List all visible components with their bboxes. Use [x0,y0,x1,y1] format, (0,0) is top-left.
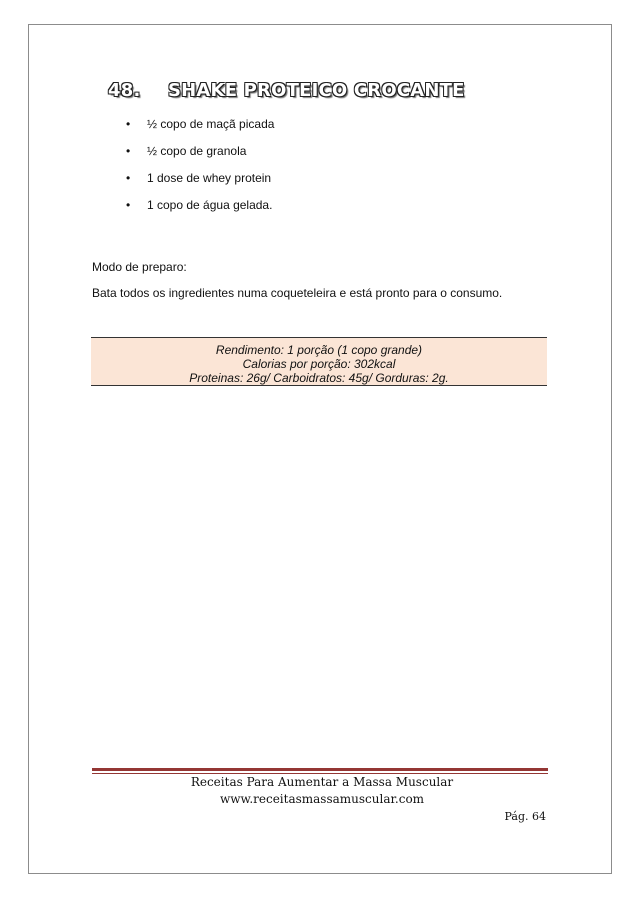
macros-text: Proteinas: 26g/ Carboidratos: 45g/ Gorduras: 2g. [189,371,449,385]
ingredient-text: ½ copo de maçã picada [147,117,275,131]
recipe-heading [108,80,465,101]
footer-divider [92,768,548,771]
list-item [126,144,274,171]
list-item [126,198,274,225]
bullet-icon: • [126,198,131,212]
yield-text: Rendimento: 1 porção (1 copo grande) [215,343,423,357]
prep-label: Modo de preparo: [92,260,187,274]
list-item [126,117,274,144]
calories-text: Calorias por porção: 302kcal [242,357,396,371]
prep-instructions: Bata todos os ingredientes numa coqueteleira e está pronto para o consumo. [92,286,503,300]
page-number: Pág. 64 [504,810,546,823]
page-border [28,24,612,874]
footer [92,774,548,808]
recipe-number: 48. [108,80,141,101]
nutrition-box [91,337,547,386]
ingredient-text: 1 copo de água gelada. [147,198,273,212]
footer-website: www.receitasmassamuscular.com [219,792,425,806]
ingredient-text: 1 dose de whey protein [147,171,272,185]
bullet-icon: • [126,144,131,158]
bullet-icon: • [126,117,131,131]
recipe-title: SHAKE PROTEICO CROCANTE [168,80,465,101]
ingredient-text: ½ copo de granola [147,144,247,158]
bullet-icon: • [126,171,131,185]
ingredient-list [126,117,274,225]
footer-book-title: Receitas Para Aumentar a Massa Muscular [190,775,454,789]
list-item [126,171,274,198]
